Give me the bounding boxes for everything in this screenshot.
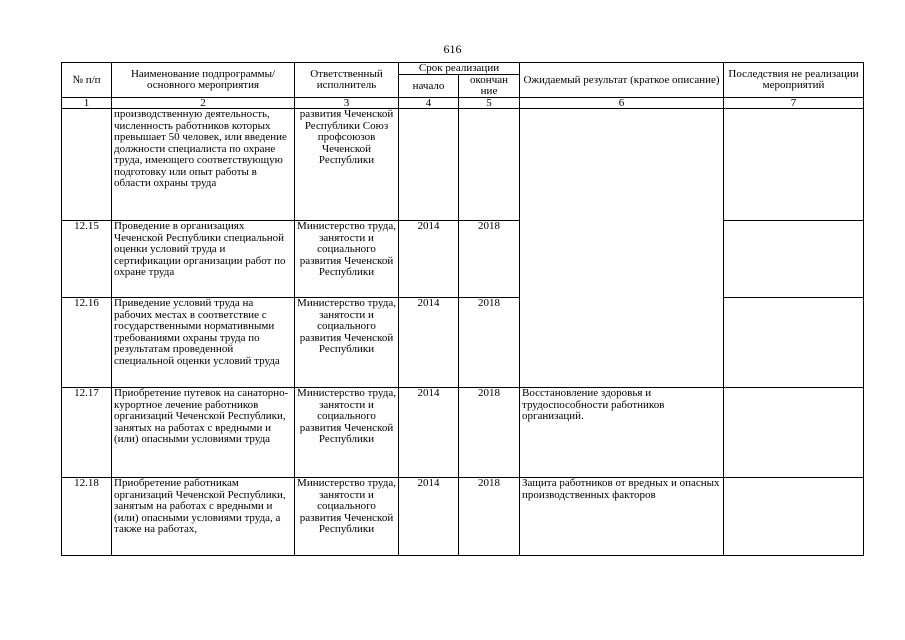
row-start: 2014 — [399, 478, 459, 556]
row-consequences — [724, 221, 864, 298]
column-number: 6 — [520, 98, 724, 109]
row-executor: Министерство труда, занятости и социального развития Чеченской Республики — [295, 221, 399, 298]
column-number: 7 — [724, 98, 864, 109]
page-number: 616 — [443, 42, 462, 56]
row-name: Приобретение путевок на санаторно-курортное лечение работников организаций Чеченской Республики, занятых на работах с вредными и (или) опасными условиями труда — [112, 388, 295, 478]
row-consequences — [724, 109, 864, 221]
table-row — [62, 388, 864, 478]
table-row — [62, 478, 864, 556]
column-number: 2 — [112, 98, 295, 109]
column-number: 3 — [295, 98, 399, 109]
column-number: 4 — [399, 98, 459, 109]
row-name: Приведение условий труда на рабочих местах в соответствие с государственными нормативными требованиями охраны труда по результатам проведенной специальной оценки условий труда — [112, 298, 295, 388]
header-num: № п/п — [62, 63, 112, 98]
header-consequences: Последствия не реализации мероприятий — [724, 63, 864, 98]
header-executor: Ответственный исполнитель — [295, 63, 399, 98]
row-num — [62, 109, 112, 221]
row-result — [520, 109, 724, 221]
row-end — [459, 109, 520, 221]
row-name: производственную деятельность, численность работников которых превышает 50 человек, или введение должности специалиста по охране труда, имеющего соответствующую подготовку или опыт работы в области охраны труда — [112, 109, 295, 221]
row-num: 12.15 — [62, 221, 112, 298]
row-consequences — [724, 298, 864, 388]
row-result: Восстановление здоровья и трудоспособности работников организаций. — [520, 388, 724, 478]
row-end: 2018 — [459, 221, 520, 298]
row-start: 2014 — [399, 298, 459, 388]
row-end: 2018 — [459, 298, 520, 388]
row-name: Проведение в организациях Чеченской Республики специальной оценки условий труда и сертификации организации работ по охране труда — [112, 221, 295, 298]
row-result — [520, 298, 724, 388]
row-executor: Министерство труда, занятости и социального развития Чеченской Республики — [295, 298, 399, 388]
row-num: 12.16 — [62, 298, 112, 388]
row-consequences — [724, 388, 864, 478]
column-number: 1 — [62, 98, 112, 109]
row-start: 2014 — [399, 221, 459, 298]
table-row — [62, 221, 864, 298]
measures-table — [61, 62, 864, 556]
row-end: 2018 — [459, 478, 520, 556]
row-num: 12.17 — [62, 388, 112, 478]
table-row — [62, 109, 864, 221]
row-num: 12.18 — [62, 478, 112, 556]
row-result — [520, 221, 724, 298]
header-result: Ожидаемый результат (краткое описание) — [520, 63, 724, 98]
column-numbers-row — [62, 98, 864, 109]
header-row — [62, 63, 864, 75]
row-start: 2014 — [399, 388, 459, 478]
header-name: Наименование подпрограммы/ основного мероприятия — [112, 63, 295, 98]
row-executor: развития Чеченской Республики Союз профсоюзов Чеченской Республики — [295, 109, 399, 221]
row-end: 2018 — [459, 388, 520, 478]
row-result: Защита работников от вредных и опасных производственных факторов — [520, 478, 724, 556]
row-executor: Министерство труда, занятости и социального развития Чеченской Республики — [295, 478, 399, 556]
column-number: 5 — [459, 98, 520, 109]
row-start — [399, 109, 459, 221]
table-row — [62, 298, 864, 388]
header-end: окончан ние — [459, 75, 520, 98]
header-start: начало — [399, 75, 459, 98]
row-executor: Министерство труда, занятости и социального развития Чеченской Республики — [295, 388, 399, 478]
row-consequences — [724, 478, 864, 556]
row-name: Приобретение работникам организаций Чеченской Республики, занятым на работах с вредными и (или) опасными условиями труда, а также на работах, — [112, 478, 295, 556]
header-period: Срок реализации — [399, 63, 520, 75]
